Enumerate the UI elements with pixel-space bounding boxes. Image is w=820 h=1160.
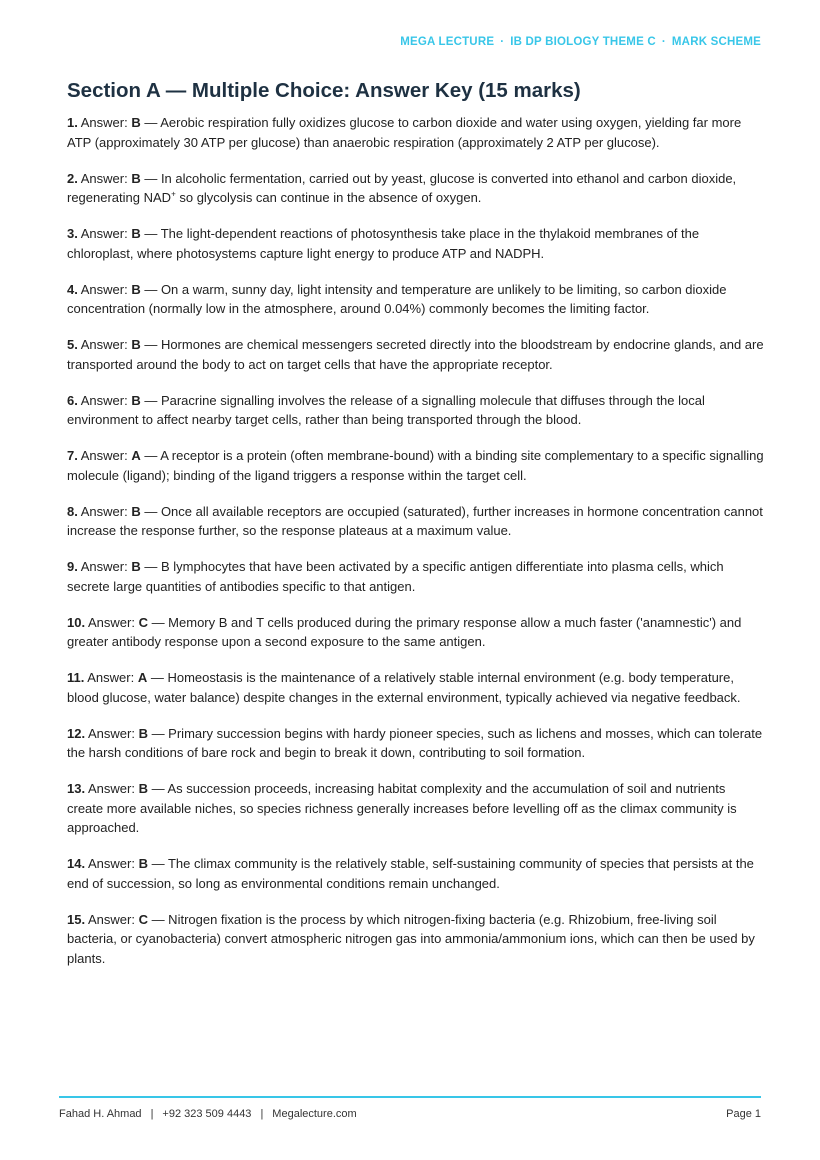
answer-letter: C	[138, 614, 148, 630]
section-title: Section A — Multiple Choice: Answer Key (15 marks)	[67, 79, 581, 102]
footer-author: Fahad H. Ahmad	[59, 1108, 142, 1120]
question-number: 5.	[67, 337, 78, 352]
answer-item-7	[67, 446, 765, 485]
answer-explanation: — As succession proceeds, increasing habitat complexity and the accumulation of soil and nutrients create more available niches, so species richness generally increases before levelling off as the climax community is approached.	[67, 781, 737, 835]
answer-letter: A	[137, 670, 148, 685]
answer-prefix: Answer:	[80, 559, 132, 574]
question-number: 2.	[67, 170, 78, 186]
answer-item-6	[67, 391, 765, 430]
answer-letter: B	[131, 337, 141, 352]
answer-prefix: Answer:	[80, 170, 132, 186]
answer-prefix: Answer:	[87, 725, 139, 741]
question-number: 1.	[67, 115, 78, 130]
footer-divider	[59, 1096, 761, 1098]
question-number: 14.	[67, 856, 86, 871]
answer-item-14	[67, 854, 765, 893]
question-number: 9.	[67, 559, 78, 574]
answer-item-3	[67, 224, 765, 263]
answer-letter: C	[138, 911, 148, 927]
question-number: 12.	[67, 725, 86, 741]
answer-prefix: Answer:	[80, 337, 132, 352]
header-brand: MEGA LECTURE	[400, 36, 495, 48]
footer-separator: |	[260, 1108, 264, 1120]
answer-explanation: — In alcoholic fermentation, carried out by yeast, glucose is converted into ethanol and carbon dioxide, regenerating NAD	[67, 170, 737, 205]
answer-prefix: Answer:	[87, 670, 138, 685]
answer-item-10	[67, 613, 765, 652]
answer-prefix: Answer:	[80, 226, 132, 241]
answer-letter: B	[138, 725, 148, 741]
footer-separator: |	[150, 1108, 154, 1120]
answer-item-13	[67, 779, 765, 838]
question-number: 4.	[67, 281, 78, 297]
answer-explanation: — Once all available receptors are occupied (saturated), further increases in hormone concentration cannot increase the response further, so the response plateaus at a maximum value.	[67, 503, 763, 538]
question-number: 6.	[67, 392, 78, 408]
footer-contact	[59, 1108, 357, 1120]
superscript-plus: +	[171, 189, 176, 199]
answer-prefix: Answer:	[87, 781, 139, 796]
answer-explanation: — Nitrogen fixation is the process by which nitrogen-fixing bacteria (e.g. Rhizobium, free-living soil bacteria, or cyanobacteria) convert atmospheric nitrogen gas into ammonia/ammonium ions, which can then be used by plants.	[67, 911, 755, 966]
answer-explanation: — On a warm, sunny day, light intensity and temperature are unlikely to be limiting, so carbon dioxide concentration (normally low in the atmosphere, around 0.04%) commonly becomes the limiting factor.	[67, 281, 727, 316]
answer-letter: B	[131, 281, 141, 297]
answer-explanation: — The light-dependent reactions of photosynthesis take place in the thylakoid membranes of the chloroplast, where photosystems capture light energy to produce ATP and NADPH.	[67, 226, 700, 261]
question-number: 11.	[67, 670, 85, 685]
answer-letter: B	[131, 226, 141, 241]
answer-item-11	[67, 668, 765, 707]
answer-item-2	[67, 169, 765, 208]
answer-letter: B	[138, 781, 148, 796]
header-separator: ·	[661, 36, 666, 48]
answer-prefix: Answer:	[80, 448, 132, 463]
answer-explanation: — Memory B and T cells produced during the primary response allow a much faster ('anamnestic') and greater antibody response upon a second exposure to the same antigen.	[67, 614, 742, 649]
answer-letter: B	[131, 170, 141, 186]
answer-prefix: Answer:	[80, 503, 132, 519]
answer-letter: B	[131, 115, 141, 130]
question-number: 15.	[67, 911, 86, 927]
question-number: 3.	[67, 226, 78, 241]
header-doc-type: MARK SCHEME	[671, 36, 761, 48]
answer-explanation: — The climax community is the relatively stable, self-sustaining community of species that persists at the end of succession, so long as environmental conditions remain unchanged.	[67, 856, 754, 891]
answer-item-1	[67, 113, 765, 152]
running-header	[400, 36, 761, 48]
answer-prefix: Answer:	[80, 281, 132, 297]
answer-letter: B	[131, 392, 141, 408]
question-number: 7.	[67, 448, 78, 463]
answer-explanation: — Paracrine signalling involves the release of a signalling molecule that diffuses through the local environment to affect nearby target cells, rather than being transported through the blood.	[67, 392, 705, 427]
page-footer	[59, 1108, 761, 1120]
answer-item-12	[67, 724, 765, 763]
footer-website: Megalecture.com	[272, 1108, 357, 1120]
answer-item-9	[67, 557, 765, 596]
answer-prefix: Answer:	[87, 614, 139, 630]
question-number: 10.	[67, 614, 86, 630]
answer-explanation-cont: so glycolysis can continue in the absence of oxygen.	[175, 190, 482, 205]
header-separator: ·	[500, 36, 505, 48]
answer-explanation: — Aerobic respiration fully oxidizes glucose to carbon dioxide and water using oxygen, yielding far more ATP (approximately 30 ATP per glucose) than anaerobic respiration (approximately 2 ATP per glucose).	[67, 115, 742, 150]
answer-item-5	[67, 335, 765, 374]
footer-phone: +92 323 509 4443	[162, 1108, 252, 1120]
answer-letter: A	[131, 448, 141, 463]
answer-prefix: Answer:	[80, 392, 132, 408]
answer-letter: B	[138, 856, 148, 871]
answer-item-8	[67, 502, 765, 541]
answer-explanation: — Homeostasis is the maintenance of a relatively stable internal environment (e.g. body temperature, blood glucose, water balance) despite changes in the external environment, typically achieved via negative feedback.	[67, 670, 741, 705]
answer-explanation: — Hormones are chemical messengers secreted directly into the bloodstream by endocrine glands, and are transported around the body to act on target cells that have the appropriate receptor.	[67, 337, 764, 372]
answer-list	[67, 113, 765, 985]
question-number: 13.	[67, 781, 86, 796]
answer-letter: B	[131, 503, 141, 519]
answer-prefix: Answer:	[87, 911, 139, 927]
question-number: 8.	[67, 503, 78, 519]
answer-explanation: — Primary succession begins with hardy pioneer species, such as lichens and mosses, which can tolerate the harsh conditions of bare rock and begin to break it down, contributing to soil formation.	[67, 725, 763, 760]
page-number: Page 1	[726, 1108, 761, 1120]
header-course: IB DP BIOLOGY THEME C	[510, 36, 656, 48]
answer-item-4	[67, 280, 765, 319]
answer-explanation: — A receptor is a protein (often membrane-bound) with a binding site complementary to a specific signalling molecule (ligand); binding of the ligand triggers a response within the target cell.	[67, 448, 764, 483]
answer-prefix: Answer:	[80, 115, 132, 130]
answer-letter: B	[131, 559, 141, 574]
answer-explanation: — B lymphocytes that have been activated by a specific antigen differentiate into plasma cells, which secrete large quantities of antibodies specific to that antigen.	[67, 559, 724, 594]
answer-prefix: Answer:	[87, 856, 139, 871]
answer-item-15	[67, 910, 765, 969]
